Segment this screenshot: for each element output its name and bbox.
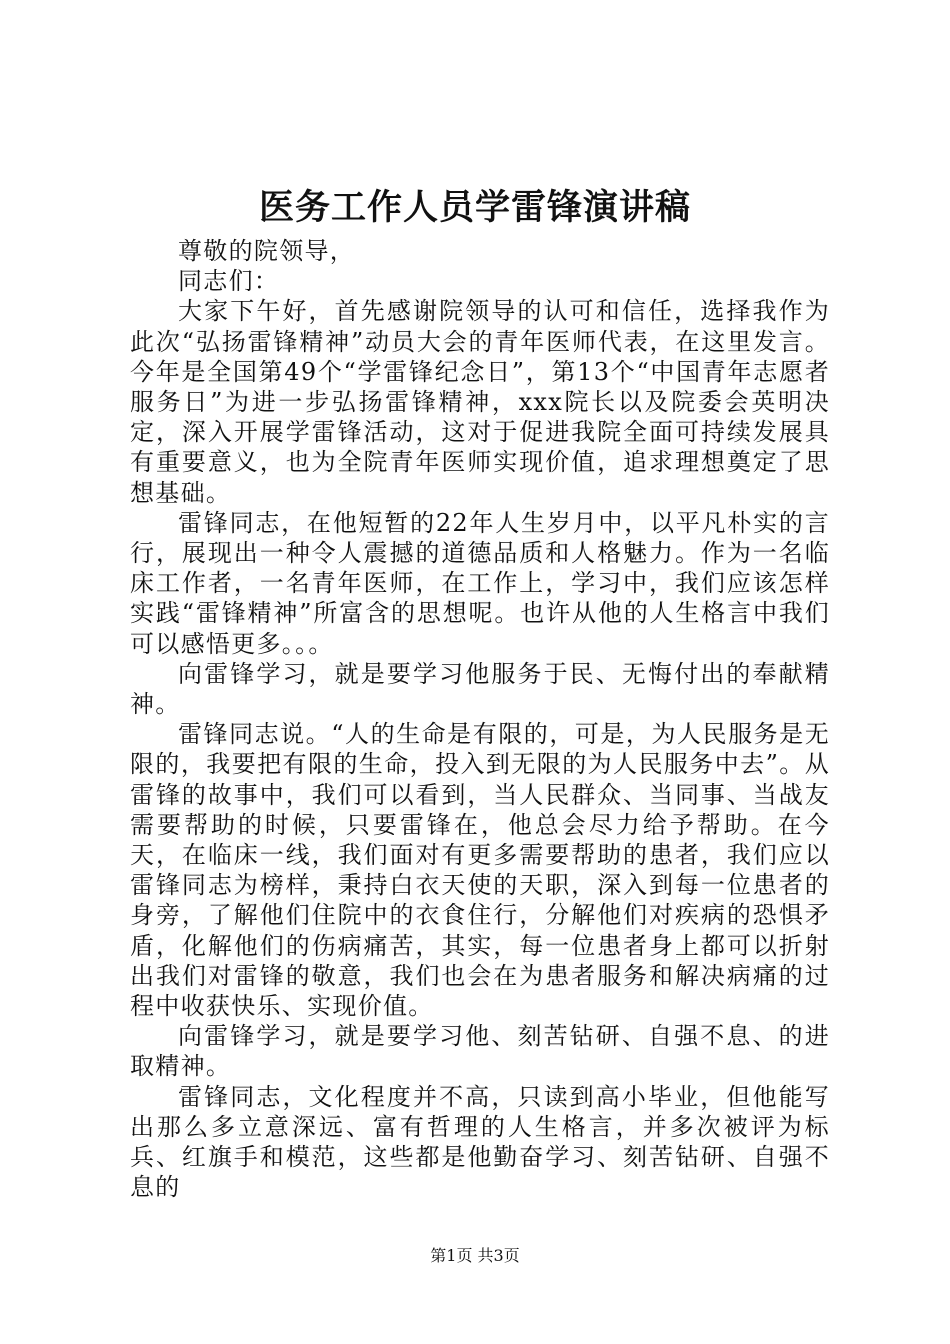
body-paragraph: 雷锋同志，在他短暂的22年人生岁月中，以平凡朴实的言行，展现出一种令人震撼的道德品质和人格魅力。作为一名临床工作者，一名青年医师，在工作上，学习中，我们应该怎样实践“雷锋精神”所富含的思想呢。也许从他的人生格言中我们可以感悟更多。。。 — [130, 508, 830, 658]
body-paragraph: 向雷锋学习，就是要学习他服务于民、无悔付出的奉献精神。 — [130, 659, 830, 719]
salutation-comrades: 同志们： — [178, 267, 280, 296]
body-paragraph: 大家下午好，首先感谢院领导的认可和信任，选择我作为此次“弘扬雷锋精神”动员大会的青年医师代表，在这里发言。今年是全国第49个“学雷锋纪念日”，第13个“中国青年志愿者服务日”为进一步弘扬雷锋精神，xxx院长以及院委会英明决定，深入开展学雷锋活动，这对于促进我院全面可持续发展具有重要意义，也为全院青年医师实现价值，追求理想奠定了思想基础。 — [130, 297, 830, 507]
document-body — [130, 236, 830, 1203]
document-title: 医务工作人员学雷锋演讲稿 — [258, 187, 691, 228]
body-paragraph: 雷锋同志，文化程度并不高，只读到高小毕业，但他能写出那么多立意深远、富有哲理的人生格言，并多次被评为标兵、红旗手和模范，这些都是他勤奋学习、刻苦钻研、自强不息的 — [130, 1082, 830, 1202]
body-paragraph: 向雷锋学习，就是要学习他、刻苦钻研、自强不息、的进取精神。 — [130, 1022, 830, 1081]
salutation-leaders: 尊敬的院领导， — [178, 237, 356, 265]
page-footer: 第1页 共3页 — [430, 1246, 520, 1265]
body-paragraph: 雷锋同志说。“人的生命是有限的，可是，为人民服务是无限的，我要把有限的生命，投入到无限的为人民服务中去”。从雷锋的故事中，我们可以看到，当人民群众、当同事、当战友需要帮助的时候，只要雷锋在，他总会尽力给予帮助。在今天，在临床一线，我们面对有更多需要帮助的患者，我们应以雷锋同志为榜样，秉持白衣天使的天职，深入到每一位患者的身旁，了解他们住院中的衣食住行，分解他们对疾病的恐惧矛盾，化解他们的伤病痛苦，其实，每一位患者身上都可以折射出我们对雷锋的敬意，我们也会在为患者服务和解决病痛的过程中收获快乐、实现价值。 — [130, 720, 830, 1021]
